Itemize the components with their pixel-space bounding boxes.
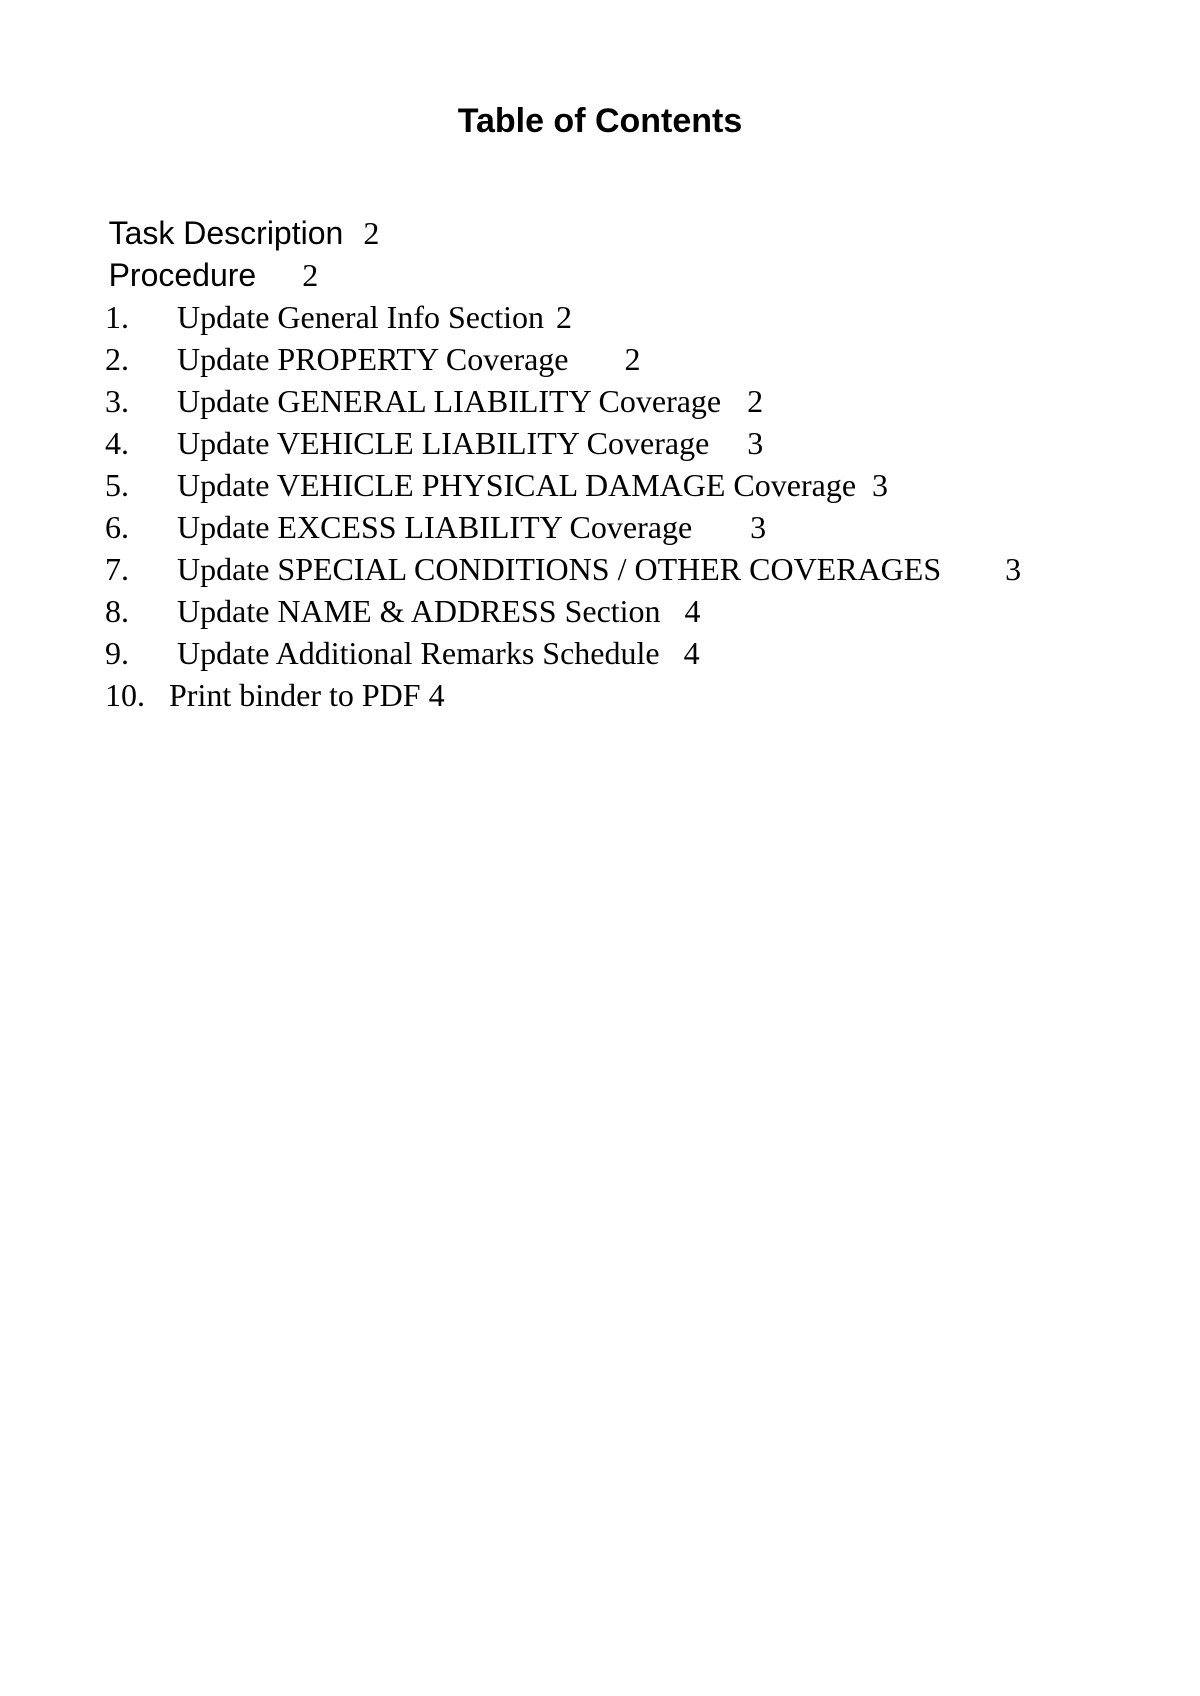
toc-entry[interactable] (73, 338, 764, 419)
toc-entry[interactable] (73, 464, 767, 545)
toc-entry-text: Procedure (108, 257, 257, 293)
toc-page-number: 2 (624, 341, 641, 377)
toc-page-number: 2 (747, 383, 764, 419)
toc-entry-text: Update SPECIAL CONDITIONS / OTHER COVERAGES (177, 551, 942, 587)
toc-entry-number: 2. (105, 341, 129, 377)
toc-title: Table of Contents (457, 102, 743, 140)
toc-entry[interactable] (73, 548, 701, 629)
toc-page-number: 4 (428, 677, 445, 713)
toc-entry[interactable] (73, 212, 319, 293)
toc-page-number: 2 (363, 215, 380, 251)
toc-entry-text: Update General Info Section (177, 299, 544, 335)
toc-page-number: 3 (1005, 551, 1022, 587)
toc-entry-number: 9. (105, 635, 129, 671)
toc-entry-text: Update Additional Remarks Schedule (177, 635, 660, 671)
toc-entry-number: 6. (105, 509, 129, 545)
toc-entry[interactable] (73, 170, 380, 251)
toc-page-number: 3 (747, 425, 764, 461)
toc-entry[interactable] (73, 254, 572, 335)
toc-entry[interactable] (73, 296, 641, 377)
toc-page-number: 3 (750, 509, 767, 545)
toc-entry-number: 5. (105, 467, 129, 503)
toc-entry[interactable] (73, 422, 889, 503)
toc-entry-text: Task Description (108, 215, 344, 251)
toc-page-number: 4 (684, 593, 701, 629)
toc-entry-number: 3. (105, 383, 129, 419)
toc-entry-text: Update VEHICLE PHYSICAL DAMAGE Coverage (177, 467, 857, 503)
toc-entry-text: Update GENERAL LIABILITY Coverage (177, 383, 722, 419)
toc-entry-text: Update EXCESS LIABILITY Coverage (177, 509, 693, 545)
toc-entry[interactable] (73, 506, 1022, 587)
toc-entry-number: 8. (105, 593, 129, 629)
toc-page-number: 2 (555, 299, 572, 335)
toc-entry[interactable] (73, 632, 445, 713)
toc-entry-text: Update PROPERTY Coverage (177, 341, 569, 377)
toc-entry-number: 7. (105, 551, 129, 587)
toc-entry[interactable] (73, 380, 764, 461)
toc-entry-number: 10. (105, 677, 145, 713)
toc-page-number: 4 (683, 635, 700, 671)
toc-entry-text: Print binder to PDF (169, 677, 421, 713)
toc-page-number: 3 (872, 467, 889, 503)
toc-entry-number: 1. (105, 299, 129, 335)
toc-page-number: 2 (302, 257, 319, 293)
toc-entry-text: Update VEHICLE LIABILITY Coverage (177, 425, 710, 461)
toc-entry-number: 4. (105, 425, 129, 461)
toc-entry-text: Update NAME & ADDRESS Section (177, 593, 661, 629)
toc-entry[interactable] (73, 590, 700, 671)
